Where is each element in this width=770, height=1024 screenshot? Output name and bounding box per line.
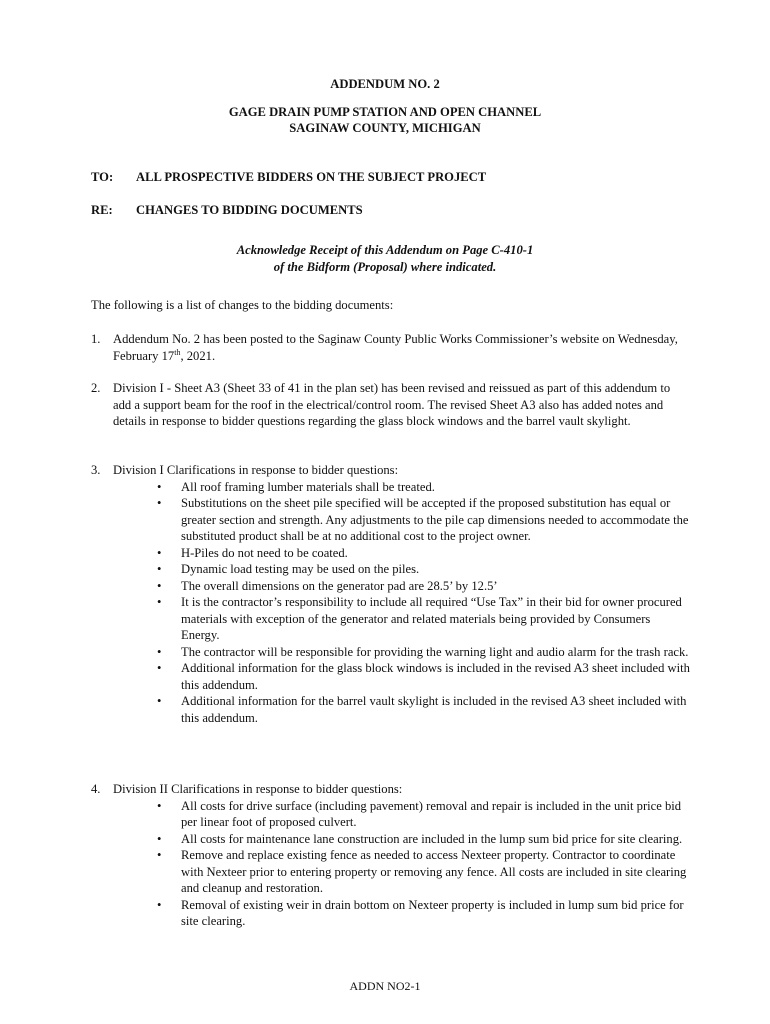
bullet-item <box>157 495 691 545</box>
to-label: TO: <box>91 170 114 184</box>
bullet-item <box>157 479 691 496</box>
bullet-icon: • <box>157 562 162 576</box>
bullet-text: All costs for drive surface (including pavement) removal and repair is included in the unit price bid per linear foot of proposed culvert. <box>181 798 682 829</box>
bullet-icon: • <box>157 694 162 708</box>
ordinal-suffix: th <box>174 347 181 357</box>
bullet-item <box>157 594 691 644</box>
bullet-text: It is the contractor’s responsibility to include all required “Use Tax” in their bid for owner procured materials with exception of the generator and related materials being provided by Consumers Energy. <box>181 595 682 642</box>
bullet-item <box>157 847 691 897</box>
item-number: 3. <box>91 463 101 477</box>
to-line <box>91 169 711 186</box>
bullet-text: The overall dimensions on the generator pad are 28.5’ by 12.5’ <box>181 578 498 593</box>
bullet-icon: • <box>157 644 162 659</box>
item-number: 1. <box>91 332 101 346</box>
bullet-item <box>157 660 691 693</box>
bullet-text: H-Piles do not need to be coated. <box>181 545 348 560</box>
bullet-item <box>157 644 691 661</box>
bullet-text: Additional information for the barrel vault skylight is included in the revised A3 sheet included with this addendum. <box>181 694 687 725</box>
item-text: Division I - Sheet A3 (Sheet 33 of 41 in the plan set) has been revised and reissued as part of this addendum to add a support beam for the roof in the electrical/control room. The revised Sheet A3 also has added notes and details in response to bidder questions regarding the glass block windows and the barrel vault skylight. <box>113 381 671 428</box>
bullet-icon: • <box>157 545 162 560</box>
bullet-list <box>157 479 691 727</box>
bullet-text: Dynamic load testing may be used on the piles. <box>181 562 420 576</box>
bullet-item <box>157 693 691 726</box>
intro-text: The following is a list of changes to the bidding documents: <box>91 298 394 312</box>
bullet-text: Remove and replace existing fence as needed to access Nexteer property. Contractor to coordinate with Nexteer prior to entering property or removing any fence. All costs are included in site clearing and cleanup and restoration. <box>181 848 687 895</box>
bullet-icon: • <box>157 578 162 593</box>
bullet-icon: • <box>157 831 162 846</box>
project-name: GAGE DRAIN PUMP STATION AND OPEN CHANNEL <box>228 105 542 119</box>
item-text <box>113 331 691 364</box>
bullet-item <box>157 831 691 848</box>
bullet-icon: • <box>157 661 162 675</box>
bullet-item <box>157 545 691 562</box>
re-line <box>91 202 711 219</box>
bullet-item <box>157 897 691 930</box>
acknowledge-line-1: Acknowledge Receipt of this Addendum on Page C-410-1 <box>236 243 534 257</box>
bullet-icon: • <box>157 479 162 494</box>
bullet-icon: • <box>157 848 162 862</box>
item-text-end: , 2021. <box>180 348 216 363</box>
acknowledge-line-2: of the Bidform (Proposal) where indicated. <box>273 259 497 274</box>
bullet-text: Substitutions on the sheet pile specified will be accepted if the proposed substitution has equal or greater section and strength. Any adjustments to the pile cap dimensions needed to accommodate the substituted product shall be at no additional cost to the project owner. <box>181 496 689 543</box>
item-text: Division II Clarifications in response to bidder questions: <box>113 782 403 796</box>
bullet-text: All costs for maintenance lane construction are included in the lump sum bid price for site clearing. <box>181 831 683 846</box>
bullet-text: The contractor will be responsible for providing the warning light and audio alarm for the trash rack. <box>181 644 689 659</box>
re-text: CHANGES TO BIDDING DOCUMENTS <box>136 203 363 217</box>
item-number: 2. <box>91 381 101 395</box>
to-text: ALL PROSPECTIVE BIDDERS ON THE SUBJECT PROJECT <box>136 170 487 184</box>
bullet-icon: • <box>157 798 162 813</box>
addendum-title: ADDENDUM NO. 2 <box>330 77 440 91</box>
bullet-icon: • <box>157 595 162 609</box>
bullet-text: Additional information for the glass block windows is included in the revised A3 sheet included with this addendum. <box>181 661 690 692</box>
bullet-text: All roof framing lumber materials shall be treated. <box>181 479 435 494</box>
list-item-1 <box>91 331 691 364</box>
list-item-4 <box>91 781 691 930</box>
project-location: SAGINAW COUNTY, MICHIGAN <box>289 121 481 135</box>
bullet-icon: • <box>157 897 162 912</box>
acknowledge-note <box>0 242 770 275</box>
re-label: RE: <box>91 203 113 217</box>
bullet-text: Removal of existing weir in drain bottom on Nexteer property is included in lump sum bid price for site clearing. <box>181 897 684 928</box>
item-text-main: Addendum No. 2 has been posted to the Saginaw County Public Works Commissioner’s website on Wednesday, February 17 <box>113 332 678 363</box>
bullet-item <box>157 798 691 831</box>
page-footer: ADDN NO2-1 <box>349 979 421 993</box>
item-text: Division I Clarifications in response to bidder questions: <box>113 463 399 477</box>
bullet-item <box>157 561 691 578</box>
bullet-icon: • <box>157 496 162 510</box>
bullet-item <box>157 578 691 595</box>
list-item-3 <box>91 462 691 726</box>
list-item-2 <box>91 380 691 430</box>
bullet-list <box>157 798 691 930</box>
item-number: 4. <box>91 782 101 796</box>
